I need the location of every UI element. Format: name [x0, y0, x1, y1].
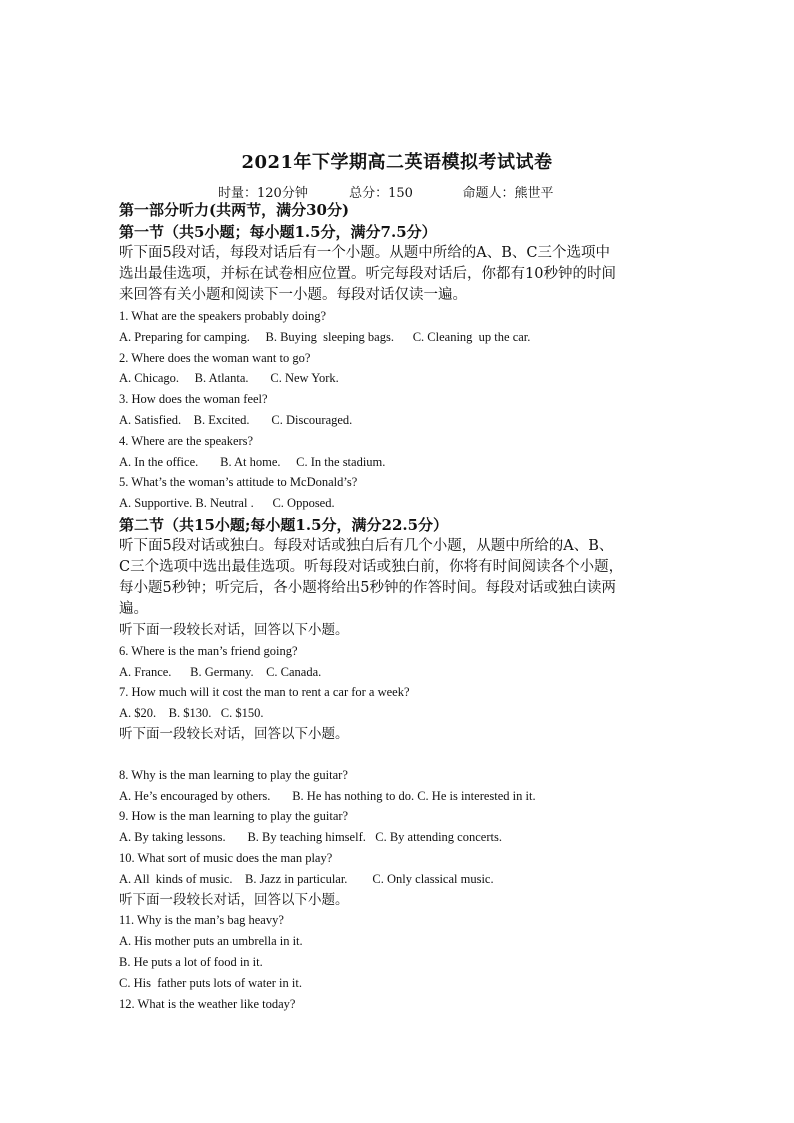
section1-instruction-line: 听下面5段对话，每段对话后有一个小题。从题中所给的A、B、C三个选项中 [119, 245, 610, 261]
question-11-option-c: C. His father puts lots of water in it. [119, 975, 302, 990]
dialogue-note: 听下面一段较长对话，回答以下小题。 [119, 621, 349, 638]
question-10-options: A. All kinds of music. B. Jazz in particular. C. Only classical music. [119, 871, 494, 886]
question-7-options: A. $20. B. $130. C. $150. [119, 706, 264, 721]
section1-instruction-line: 选出最佳选项，并标在试卷相应位置。听完每段对话后，你都有10秒钟的时间 [119, 266, 616, 282]
section2-instruction-line: 每小题5秒钟；听完后，各小题将给出5秒钟的作答时间。每段对话或独白读两 [119, 579, 616, 596]
question-3-options: A. Satisfied. B. Excited. C. Discouraged. [119, 412, 353, 427]
question-9: 9. How is the man learning to play the guitar? [119, 809, 349, 824]
section1-instruction-line: 来回答有关小题和阅读下一小题。每段对话仅读一遍。 [119, 287, 467, 303]
dialogue-note: 听下面一段较长对话，回答以下小题。 [119, 725, 349, 742]
section2-instruction-line: 遍。 [119, 600, 148, 617]
section2-heading: 第二节（共15小题;每小题1.5分，满分22.5分） [119, 515, 449, 534]
question-5-options: A. Supportive. B. Neutral . C. Opposed. [119, 496, 335, 511]
section2-instruction-line: 听下面5段对话或独白。每段对话或独白后有几个小题，从题中所给的A、B、 [119, 537, 614, 554]
question-2: 2. Where does the woman want to go? [119, 350, 311, 365]
question-11-option-a: A. His mother puts an umbrella in it. [119, 934, 303, 949]
question-1: 1. What are the speakers probably doing? [119, 309, 326, 323]
question-11-option-b: B. He puts a lot of food in it. [119, 954, 263, 969]
question-6-options: A. France. B. Germany. C. Canada. [119, 664, 322, 679]
question-4: 4. Where are the speakers? [119, 433, 254, 448]
question-4-options: A. In the office. B. At home. C. In the stadium. [119, 454, 386, 469]
section1-heading: 第一节（共5小题；每小题1.5分，满分7.5分） [119, 223, 437, 241]
question-5: 5. What’s the woman’s attitude to McDonald’s? [119, 475, 358, 490]
question-10: 10. What sort of music does the man play? [119, 850, 333, 865]
exam-title: 2021年下学期高二英语模拟考试试卷 [241, 152, 553, 173]
blank-gap [119, 745, 679, 765]
section2-instruction-line: C三个选项中选出最佳选项。听每段对话或独白前，你将有时间阅读各个小题， [119, 558, 624, 575]
dialogue-note: 听下面一段较长对话，回答以下小题。 [119, 891, 349, 908]
question-7: 7. How much will it cost the man to rent a car for a week? [119, 685, 410, 700]
question-2-options: A. Chicago. B. Atlanta. C. New York. [119, 371, 339, 386]
question-6: 6. Where is the man’s friend going? [119, 643, 298, 658]
question-8: 8. Why is the man learning to play the guitar? [119, 767, 348, 782]
question-9-options: A. By taking lessons. B. By teaching himself. C. By attending concerts. [119, 830, 502, 845]
question-8-options: A. He’s encouraged by others. B. He has nothing to do. C. He is interested in it. [119, 788, 536, 803]
question-12: 12. What is the weather like today? [119, 996, 296, 1011]
part1-heading: 第一部分听力(共两节，满分30分) [119, 201, 350, 219]
question-3: 3. How does the woman feel? [119, 392, 268, 407]
question-11: 11. Why is the man’s bag heavy? [119, 913, 284, 928]
exam-content [119, 200, 679, 1014]
exam-meta: 时量：120分钟 总分：150 命题人：熊世平 [218, 186, 554, 201]
question-1-options: A. Preparing for camping. B. Buying sleeping bags. C. Cleaning up the car. [119, 329, 531, 344]
